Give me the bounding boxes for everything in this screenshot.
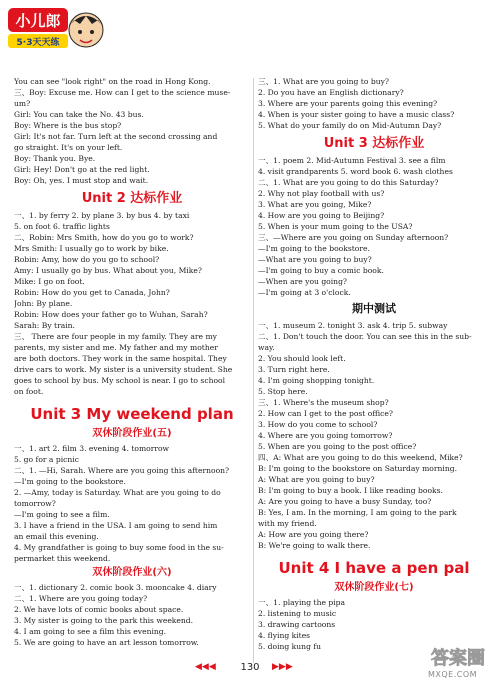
column-divider (253, 78, 254, 663)
answer-line: —When are you going? (258, 277, 348, 286)
answer-line: 3. I have a friend in the USA. I am going to send him (14, 521, 218, 530)
answer-line: A: Are you going to have a busy Sunday, too? (258, 497, 432, 506)
answer-line: A: How are you going there? (258, 530, 369, 539)
series-text: 5·3天天练 (16, 38, 60, 48)
answer-line: 2. We have lots of comic books about space. (14, 605, 184, 614)
brand-logo (6, 4, 106, 60)
answer-line: John: By plane. (14, 299, 73, 308)
weekend-homework-7-heading: 双休阶段作业(七) (334, 582, 414, 593)
answer-line: 二、1. Where are you going today? (14, 594, 148, 603)
answer-line: Boy: Where is the bus stop? (14, 121, 122, 130)
answer-line: 3. My sister is going to the park this weekend. (14, 616, 194, 625)
answer-line: 5. When is your mum going to the USA? (258, 222, 413, 231)
answer-line: way. (258, 343, 275, 352)
answer-line: —I'm going to the bookstore. (14, 477, 126, 486)
answer-line: 三、Boy: Excuse me. How can I get to the science muse- (14, 88, 231, 97)
answer-line: 4. When is your sister going to have a music class? (258, 110, 455, 119)
weekend-homework-5-heading: 双休阶段作业(五) (92, 428, 172, 439)
answer-line: an email this evening. (14, 532, 99, 541)
answer-line: —I'm going to the bookstore. (258, 244, 370, 253)
answer-line: on foot. (14, 387, 44, 396)
answer-line: parents, my sister and me. My father and my mother (14, 343, 218, 352)
logo-text: 小儿郎 (15, 12, 61, 30)
answer-line: drive cars to work. My sister is a university student. She (14, 365, 233, 374)
answer-line: 5. on foot 6. traffic lights (14, 222, 110, 231)
answer-line: A: What are you going to buy? (258, 475, 375, 484)
answer-line: 一、1. dictionary 2. comic book 3. mooncake 4. diary (14, 583, 217, 592)
answer-line: 4. I'm going shopping tonight. (258, 376, 375, 385)
answer-line: 5. We are going to have an art lesson tomorrow. (14, 638, 199, 647)
answer-line: 2. —Amy, today is Saturday. What are you going to do (14, 488, 221, 497)
answer-line: Boy: Thank you. Bye. (14, 154, 96, 163)
answer-line: 一、1. poem 2. Mid-Autumn Festival 3. see a film (258, 156, 446, 165)
answer-line: 4. My grandfather is going to buy some food in the su- (14, 543, 224, 552)
answer-line: —I'm going to buy a comic book. (258, 266, 384, 275)
answer-line: 4. Where are you going tomorrow? (258, 431, 393, 440)
unit2-block (14, 210, 250, 397)
answer-line: 一、1. playing the pipa (258, 598, 346, 607)
answer-line: 5. What do your family do on Mid-Autumn Day? (258, 121, 442, 130)
page-number: 130 (240, 662, 260, 673)
answer-line: 2. Do you have an English dictionary? (258, 88, 404, 97)
answer-line: Amy: I usually go by bus. What about you, Mike? (14, 266, 202, 275)
answer-line: goes to school by bus. My school is near. I go to school (14, 376, 226, 385)
answer-line: are both doctors. They work in the same hospital. They (14, 354, 227, 363)
watermark-url: MXQE.COM (428, 670, 478, 679)
answer-line: 二、1. Don't touch the door. You can see this in the sub- (258, 332, 472, 341)
midterm-heading: 期中测试 (352, 302, 396, 315)
left-column (14, 76, 250, 648)
midterm-block (258, 320, 490, 551)
answer-line: 三、 There are four people in my family. They are my (14, 332, 217, 341)
answer-line: 4. I am going to see a film this evening. (14, 627, 167, 636)
answer-line: Robin: How does your father go to Wuhan, Sarah? (14, 310, 208, 319)
answer-line: Girl: It's not far. Turn left at the second crossing and (14, 132, 218, 141)
right-column (258, 76, 490, 652)
answer-line: 3. How do you come to school? (258, 420, 378, 429)
answer-line: B: I'm going to buy a book. I like reading books. (258, 486, 443, 495)
answer-line: go straight. It's on your left. (14, 143, 123, 152)
answer-line: 一、1. by ferry 2. by plane 3. by bus 4. by taxi (14, 211, 190, 220)
watermark-brand: 答案圈 (431, 648, 485, 669)
answer-line: Sarah: By train. (14, 321, 75, 330)
answer-line: 三、1. Where's the museum shop? (258, 398, 389, 407)
answer-line: tomorrow? (14, 499, 56, 508)
left-top-block (14, 76, 250, 186)
answer-line: Girl: You can take the No. 43 bus. (14, 110, 144, 119)
answer-line: um? (14, 99, 31, 108)
answer-line: 二、Robin: Mrs Smith, how do you go to work? (14, 233, 194, 242)
weekend-homework-6-heading: 双休阶段作业(六) (92, 567, 172, 578)
answer-line: permarket this weekend. (14, 554, 111, 563)
answer-line: 5. Stop here. (258, 387, 308, 396)
weekend-homework-5-block (14, 443, 250, 564)
answer-line: Robin: Amy, how do you go to school? (14, 255, 160, 264)
answer-line: Girl: Hey! Don't go at the red light. (14, 165, 150, 174)
right-top-block (258, 76, 490, 131)
answer-line: 3. What are you going, Mike? (258, 200, 372, 209)
answer-line: 3. drawing cartoons (258, 620, 336, 629)
answer-line: 3. Turn right here. (258, 365, 330, 374)
answer-line: 一、1. art 2. film 3. evening 4. tomorrow (14, 444, 170, 453)
answer-line: 4. How are you going to Beijing? (258, 211, 385, 220)
answer-line: 三、1. What are you going to buy? (258, 77, 389, 86)
answer-line: 二、1. —Hi, Sarah. Where are you going this afternoon? (14, 466, 230, 475)
prev-arrows-icon: ◀◀◀ (195, 662, 216, 672)
answer-line: Mike: I go on foot. (14, 277, 85, 286)
answer-line: Mrs Smith: I usually go to work by bike. (14, 244, 169, 253)
answer-line: 4. flying kites (258, 631, 311, 640)
unit3-review-block (258, 155, 490, 298)
answer-line: 2. You should look left. (258, 354, 346, 363)
answer-line: 2. How can I get to the post office? (258, 409, 393, 418)
answer-line: 4. visit grandparents 5. word book 6. wash clothes (258, 167, 453, 176)
answer-line: B: We're going to walk there. (258, 541, 371, 550)
answer-line: —I'm going to see a film. (14, 510, 110, 519)
answer-line: —I'm going at 3 o'clock. (258, 288, 351, 297)
answer-line: 5. When are you going to the post office? (258, 442, 417, 451)
answer-line: 3. Where are your parents going this evening? (258, 99, 438, 108)
unit4-heading: Unit 4 I have a pen pal (278, 559, 470, 577)
answer-line: 一、1. museum 2. tonight 3. ask 4. trip 5. subway (258, 321, 448, 330)
answer-line: B: I'm going to the bookstore on Saturday morning. (258, 464, 457, 473)
unit3-review-heading: Unit 3 达标作业 (323, 136, 425, 151)
answer-line: B: Yes, I am. In the morning, I am going to the park (258, 508, 457, 517)
answer-line: with my friend. (258, 519, 317, 528)
answer-line: 三、—Where are you going on Sunday afternoon? (258, 233, 449, 242)
answer-line: Robin: How do you get to Canada, John? (14, 288, 170, 297)
answer-line: 5. go for a picnic (14, 455, 79, 464)
answer-line: Boy: Oh, yes. I must stop and wait. (14, 176, 149, 185)
answer-line: —What are you going to buy? (258, 255, 372, 264)
answer-line: 2. listening to music (258, 609, 337, 618)
answer-line: 四、A: What are you going to do this weekend, Mike? (258, 453, 463, 462)
answer-line: You can see "look right" on the road in Hong Kong. (14, 77, 211, 86)
unit3-heading: Unit 3 My weekend plan (30, 405, 234, 423)
weekend-homework-6-block (14, 582, 250, 648)
unit2-heading: Unit 2 达标作业 (81, 191, 183, 206)
answer-line: 二、1. What are you going to do this Saturday? (258, 178, 439, 187)
answer-line: 5. doing kung fu (258, 642, 322, 651)
answer-line: 2. Why not play football with us? (258, 189, 385, 198)
next-arrows-icon: ▶▶▶ (272, 662, 293, 672)
